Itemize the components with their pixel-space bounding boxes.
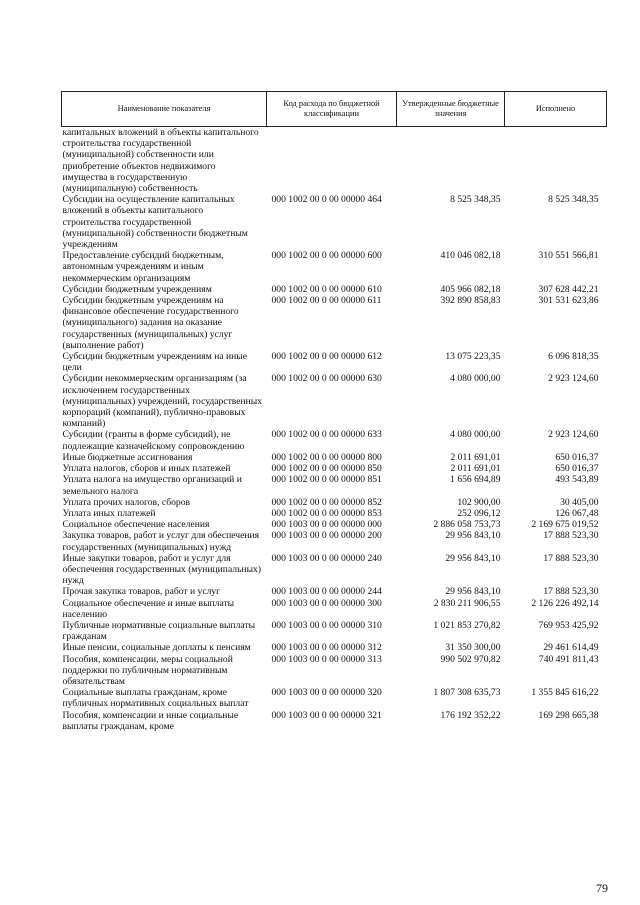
row-code: 000 1002 00 0 00 00000 633 xyxy=(271,429,382,441)
table-header-row xyxy=(62,92,607,127)
table-row xyxy=(62,250,607,284)
row-name: Социальные выплаты гражданам, кроме публичных нормативных социальных выплат xyxy=(62,687,249,710)
row-code: 000 1002 00 0 00 00000 611 xyxy=(271,295,382,307)
row-name: Субсидии бюджетным учреждениям на иные цели xyxy=(62,351,247,374)
row-executed: 301 531 623,86 xyxy=(538,295,599,307)
header-executed: Исполнено xyxy=(505,92,607,127)
table-row xyxy=(62,373,607,429)
row-name: Уплата иных платежей xyxy=(62,507,156,519)
row-name: Уплата прочих налогов, сборов xyxy=(62,496,191,508)
table-row xyxy=(62,553,607,587)
row-code: 000 1002 00 0 00 00000 610 xyxy=(271,283,382,295)
row-code: 000 1003 00 0 00 00000 244 xyxy=(271,586,382,598)
table-row xyxy=(62,519,607,530)
row-name: Прочая закупка товаров, работ и услуг xyxy=(62,586,221,598)
table-row xyxy=(62,474,607,496)
row-code: 000 1003 00 0 00 00000 310 xyxy=(271,619,382,631)
page-number: 79 xyxy=(596,881,608,895)
row-name: Субсидии на осуществление капитальных вложений в объекты капитального строительства государственной (муниципальной) собственности бюджетным учреждениям xyxy=(62,194,248,251)
table-row xyxy=(62,642,607,653)
row-code: 000 1002 00 0 00 00000 464 xyxy=(271,194,382,206)
row-executed: 1 355 845 616,22 xyxy=(531,687,599,699)
header-approved-values: Утвержденные бюджетные значения xyxy=(397,92,505,127)
row-executed: 2 923 124,60 xyxy=(548,429,599,441)
table-row xyxy=(62,654,607,688)
row-executed: 650 016,37 xyxy=(555,451,599,463)
row-name: Предоставление субсидий бюджетным, автономным учреждениям и иным некоммерческим организациям xyxy=(62,250,224,284)
row-code xyxy=(267,127,397,195)
row-executed: 307 628 442,21 xyxy=(538,283,599,295)
row-name: Уплата налогов, сборов и иных платежей xyxy=(62,463,231,475)
row-approved: 13 075 223,35 xyxy=(445,351,501,363)
row-approved: 4 080 000,00 xyxy=(450,373,501,385)
row-executed: 769 953 425,92 xyxy=(538,619,599,631)
row-approved: 1 656 694,89 xyxy=(450,474,501,486)
table-body xyxy=(62,127,607,732)
row-approved: 4 080 000,00 xyxy=(450,429,501,441)
row-executed: 6 096 818,35 xyxy=(548,351,599,363)
table-row xyxy=(62,452,607,463)
row-approved: 2 011 691,01 xyxy=(450,451,501,463)
row-executed: 740 491 811,43 xyxy=(538,653,599,665)
row-code: 000 1003 00 0 00 00000 321 xyxy=(271,709,382,721)
row-executed: 2 923 124,60 xyxy=(548,373,599,385)
row-approved: 990 502 970,82 xyxy=(440,653,501,665)
row-name: Иные закупки товаров, работ и услуг для обеспечения государственных (муниципальных) нужд xyxy=(62,552,262,587)
table-row xyxy=(62,127,607,195)
table-row xyxy=(62,463,607,474)
row-approved: 1 021 853 270,82 xyxy=(433,619,501,631)
row-executed xyxy=(505,127,607,195)
row-executed: 17 888 523,30 xyxy=(543,530,599,542)
row-name: Пособия, компенсации, меры социальной поддержки по публичным нормативным обязательствам xyxy=(62,653,233,687)
row-approved: 392 890 858,83 xyxy=(440,295,501,307)
row-code: 000 1003 00 0 00 00000 312 xyxy=(271,642,382,654)
row-executed: 17 888 523,30 xyxy=(543,552,599,564)
row-name: Иные бюджетные ассигнования xyxy=(62,451,193,463)
table-row xyxy=(62,586,607,597)
header-expense-code: Код расхода по бюджетной классификации xyxy=(267,92,397,127)
row-name: Уплата налога на имущество организаций и земельного налога xyxy=(62,474,242,497)
table-row xyxy=(62,530,607,552)
row-code: 000 1002 00 0 00 00000 853 xyxy=(271,507,382,519)
row-approved: 31 350 300,00 xyxy=(445,642,501,654)
row-code: 000 1003 00 0 00 00000 200 xyxy=(271,530,382,542)
row-name: Субсидии бюджетным учреждениям xyxy=(62,283,212,295)
row-approved: 29 956 843,10 xyxy=(445,530,501,542)
row-approved: 29 956 843,10 xyxy=(445,586,501,598)
row-executed: 650 016,37 xyxy=(555,463,599,475)
table-row xyxy=(62,194,607,250)
row-executed: 2 169 675 019,52 xyxy=(531,519,599,531)
row-executed: 8 525 348,35 xyxy=(548,194,599,206)
row-executed: 493 543,89 xyxy=(555,474,599,486)
row-approved: 102 900,00 xyxy=(457,496,501,508)
row-approved: 176 192 352,22 xyxy=(440,709,501,721)
table-row xyxy=(62,497,607,508)
row-code: 000 1003 00 0 00 00000 313 xyxy=(271,653,382,665)
row-executed: 310 551 566,81 xyxy=(538,250,599,262)
row-code: 000 1003 00 0 00 00000 000 xyxy=(271,519,382,531)
table-row xyxy=(62,620,607,642)
table-row xyxy=(62,351,607,373)
row-code: 000 1002 00 0 00 00000 850 xyxy=(271,463,382,475)
row-code: 000 1003 00 0 00 00000 300 xyxy=(271,597,382,609)
row-executed: 169 298 665,38 xyxy=(538,709,599,721)
row-approved: 252 096,12 xyxy=(457,507,501,519)
table-row xyxy=(62,295,607,351)
row-executed: 29 461 614,49 xyxy=(543,642,599,654)
row-approved: 29 956 843,10 xyxy=(445,552,501,564)
row-approved: 2 830 211 906,55 xyxy=(433,597,501,609)
row-code: 000 1002 00 0 00 00000 852 xyxy=(271,496,382,508)
row-executed: 17 888 523,30 xyxy=(543,586,599,598)
row-approved: 2 886 058 753,73 xyxy=(433,519,501,531)
table-row xyxy=(62,508,607,519)
row-code: 000 1002 00 0 00 00000 851 xyxy=(271,474,382,486)
row-approved: 405 966 082,18 xyxy=(440,283,501,295)
row-code: 000 1003 00 0 00 00000 320 xyxy=(271,687,382,699)
row-approved: 1 807 308 635,73 xyxy=(433,687,501,699)
header-indicator-name: Наименование показателя xyxy=(62,92,267,127)
table-row xyxy=(62,429,607,451)
row-code: 000 1002 00 0 00 00000 800 xyxy=(271,451,382,463)
row-code: 000 1002 00 0 00 00000 600 xyxy=(271,250,382,262)
row-approved: 410 046 082,18 xyxy=(440,250,501,262)
table-row xyxy=(62,284,607,295)
row-approved: 8 525 348,35 xyxy=(450,194,501,206)
row-name: Субсидии некоммерческим организациям (за исключением государственных (муниципальных) учреждений, государственных корпораций (компаний), публично-правовых компаний) xyxy=(62,373,263,430)
row-name: Социальное обеспечение и иные выплаты населению xyxy=(62,597,235,620)
row-name: Закупка товаров, работ и услуг для обеспечения государственных (муниципальных) нужд xyxy=(62,530,260,553)
row-name: Иные пенсии, социальные доплаты к пенсиям xyxy=(62,642,251,654)
row-name: капитальных вложений в объекты капитального строительства государственной (муниципальной) собственности или приобретение объектов недвижимого имущества в государственную (муниципальную) собственность xyxy=(62,127,259,195)
row-name: Субсидии бюджетным учреждениям на финансовое обеспечение государственного (муниципального) задания на оказание государственных (муниципальных) услуг (выполнение работ) xyxy=(62,295,239,351)
row-name: Пособия, компенсации и иные социальные выплаты гражданам, кроме xyxy=(62,709,239,732)
row-approved xyxy=(397,127,505,195)
row-code: 000 1002 00 0 00 00000 612 xyxy=(271,351,382,363)
row-executed: 126 067,48 xyxy=(555,507,599,519)
row-code: 000 1002 00 0 00 00000 630 xyxy=(271,373,382,385)
row-executed: 2 126 226 492,14 xyxy=(531,597,599,609)
row-approved: 2 011 691,01 xyxy=(450,463,501,475)
row-code: 000 1003 00 0 00 00000 240 xyxy=(271,552,382,564)
row-name: Социальное обеспечение населения xyxy=(62,519,210,531)
row-name: Субсидии (гранты в форме субсидий), не подлежащие казначейскому сопровождению xyxy=(62,429,245,452)
row-name: Публичные нормативные социальные выплаты гражданам xyxy=(62,619,256,643)
table-row xyxy=(62,598,607,620)
budget-table xyxy=(61,91,607,732)
row-executed: 30 405,00 xyxy=(560,496,599,508)
table-row xyxy=(62,687,607,709)
table-row xyxy=(62,710,607,732)
